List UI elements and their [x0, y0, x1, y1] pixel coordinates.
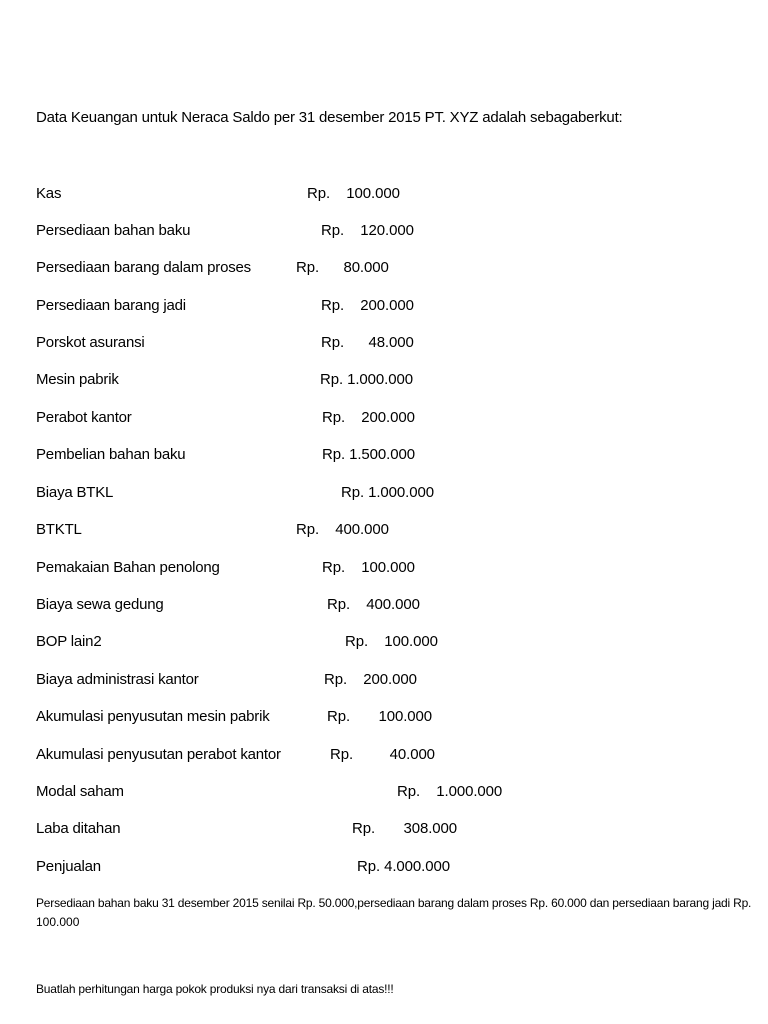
item-value: Rp. 308.000 [352, 820, 458, 837]
inventory-note-line-2: 100.000 [36, 915, 80, 929]
item-label: Porskot asuransi [36, 334, 145, 351]
item-label: Persediaan barang jadi [36, 297, 186, 314]
list-item [0, 220, 768, 242]
document-title: Data Keuangan untuk Neraca Saldo per 31 desember 2015 PT. XYZ adalah sebagaberkut: [36, 109, 623, 126]
item-value: Rp. 120.000 [321, 222, 414, 239]
item-label: BOP lain2 [36, 633, 102, 650]
list-item [0, 407, 768, 429]
list-item [0, 856, 768, 878]
inventory-note-line-1: Persediaan bahan baku 31 desember 2015 senilai Rp. 50.000,persediaan barang dalam proses Rp. 60.000 dan persediaan barang jadi Rp. [36, 896, 752, 910]
list-item [0, 744, 768, 766]
list-item [0, 482, 768, 504]
item-label: Laba ditahan [36, 820, 121, 837]
list-item [0, 631, 768, 653]
item-value: Rp. 4.000.000 [357, 858, 450, 875]
item-value: Rp. 40.000 [330, 746, 435, 763]
item-value: Rp. 48.000 [321, 334, 414, 351]
list-item [0, 183, 768, 205]
list-item [0, 669, 768, 691]
item-label: Kas [36, 185, 62, 202]
list-item [0, 295, 768, 317]
item-label: Mesin pabrik [36, 371, 119, 388]
item-value: Rp. 1.000.000 [397, 783, 503, 800]
list-item [0, 706, 768, 728]
item-label: Modal saham [36, 783, 124, 800]
item-label: Biaya sewa gedung [36, 596, 164, 613]
item-label: Akumulasi penyusutan mesin pabrik [36, 708, 270, 725]
item-value: Rp. 100.000 [345, 633, 438, 650]
item-label: BTKTL [36, 521, 82, 538]
item-value: Rp. 200.000 [321, 297, 414, 314]
item-label: Biaya administrasi kantor [36, 671, 199, 688]
list-item [0, 332, 768, 354]
list-item [0, 369, 768, 391]
instruction-text: Buatlah perhitungan harga pokok produksi nya dari transaksi di atas!!! [36, 982, 394, 996]
item-label: Perabot kantor [36, 409, 132, 426]
list-item [0, 257, 768, 279]
item-label: Akumulasi penyusutan perabot kantor [36, 746, 281, 763]
item-value: Rp. 400.000 [327, 596, 420, 613]
item-value: Rp. 200.000 [324, 671, 417, 688]
item-value: Rp. 100.000 [307, 185, 400, 202]
list-item [0, 519, 768, 541]
item-label: Pemakaian Bahan penolong [36, 559, 220, 576]
item-value: Rp. 200.000 [322, 409, 415, 426]
list-item [0, 444, 768, 466]
item-label: Pembelian bahan baku [36, 446, 186, 463]
list-item [0, 781, 768, 803]
item-label: Persediaan bahan baku [36, 222, 191, 239]
item-value: Rp. 100.000 [322, 559, 415, 576]
item-value: Rp. 1.500.000 [322, 446, 415, 463]
list-item [0, 818, 768, 840]
item-label: Penjualan [36, 858, 101, 875]
list-item [0, 594, 768, 616]
item-label: Biaya BTKL [36, 484, 114, 501]
item-value: Rp. 1.000.000 [320, 371, 413, 388]
item-value: Rp. 1.000.000 [341, 484, 434, 501]
item-value: Rp. 80.000 [296, 259, 389, 276]
list-item [0, 557, 768, 579]
item-value: Rp. 100.000 [327, 708, 433, 725]
item-value: Rp. 400.000 [296, 521, 389, 538]
item-label: Persediaan barang dalam proses [36, 259, 251, 276]
